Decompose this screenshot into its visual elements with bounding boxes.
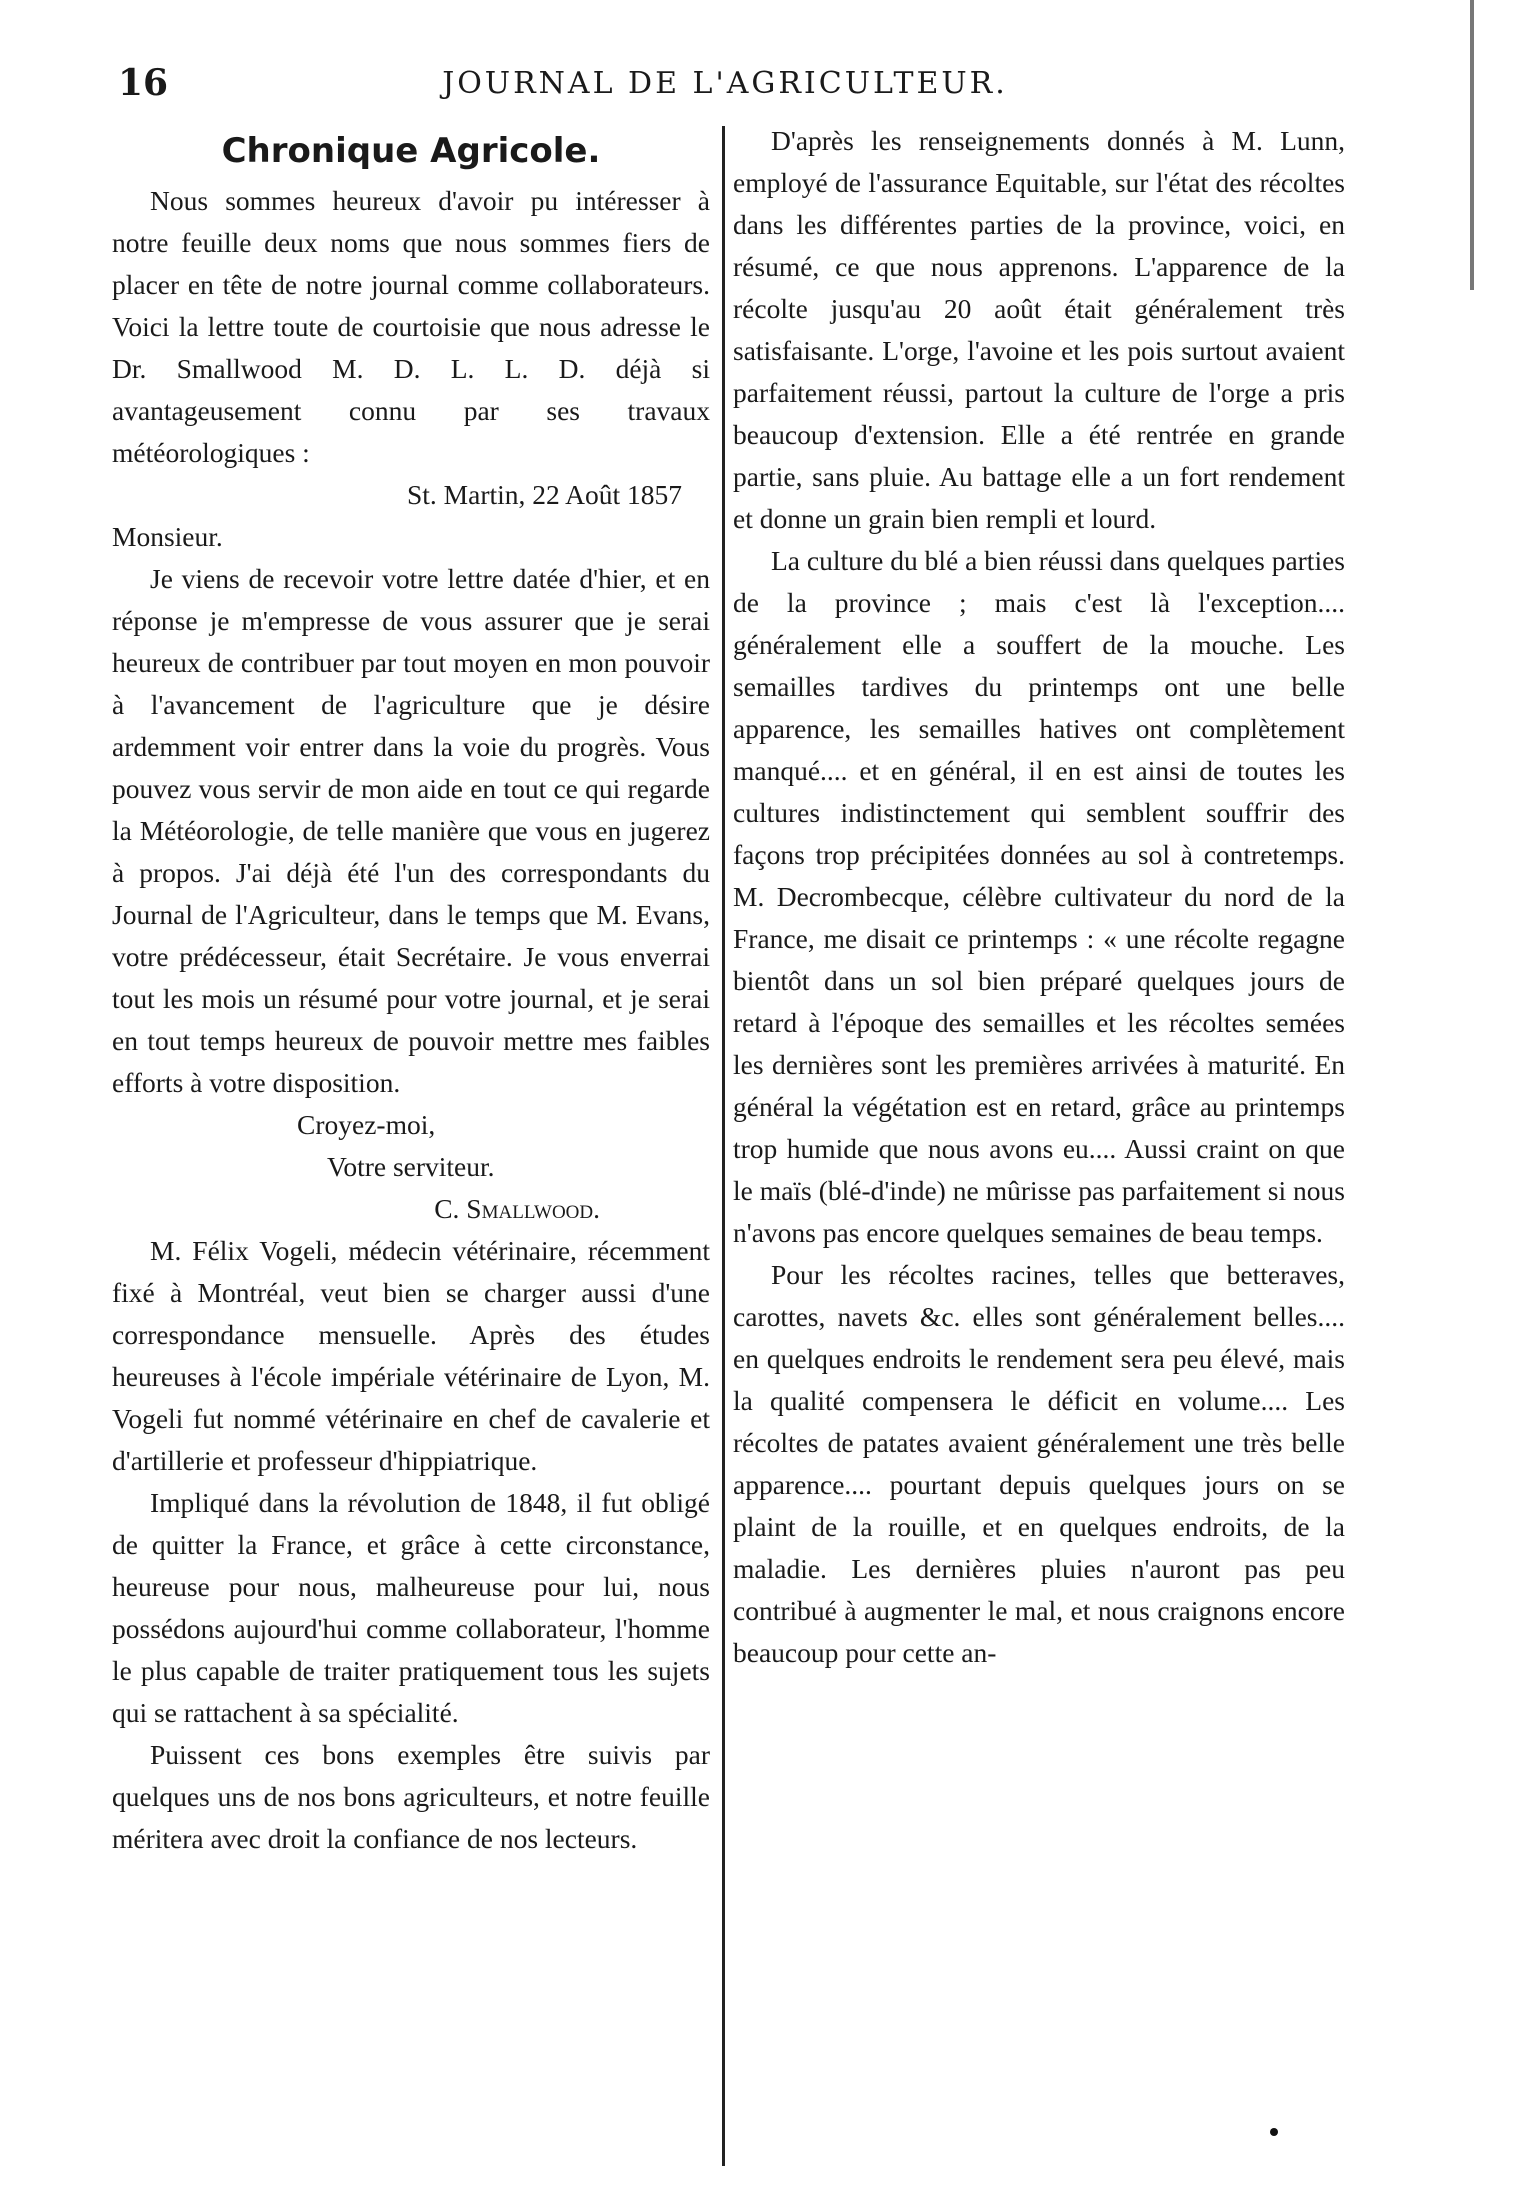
running-title: JOURNAL DE L'AGRICULTEUR. xyxy=(442,66,1008,101)
revolution-paragraph: Impliqué dans la révolution de 1848, il fut obligé de quitter la France, et grâce à cette circonstance, heureuse pour nous, malheureuse pour lui, nous possédons aujourd'hui comme collaborateur, l'homme le plus capable de traiter pratiquement tous les sujets qui se rattachent à sa spécialité. xyxy=(112,1487,710,1728)
intro-paragraph: Nous sommes heureux d'avoir pu intéresser à notre feuille deux noms que nous sommes fiers de placer en tête de notre journal comme collaborateurs. Voici la lettre toute de courtoisie que nous adresse le Dr. Smallwood M. D. L. L. D. déjà si avantageusement connu par ses travaux météorologiques : xyxy=(112,185,710,468)
letter-closing-line-1: Croyez-moi, xyxy=(297,1109,436,1140)
left-column xyxy=(112,120,710,1860)
column-divider xyxy=(722,126,725,2166)
harvest-paragraph: D'après les renseignements donnés à M. Lunn, employé de l'assurance Equitable, sur l'état des récoltes dans les différentes parties de la province, voici, en résumé, ce que nous apprenons. L'apparence de la récolte jusqu'au 20 août était généralement très satisfaisante. L'orge, l'avoine et les pois surtout avaient parfaitement réussi, partout la culture de l'orge a pris beaucoup d'extension. Elle a été rentrée en grande partie, sans pluie. Au battage elle a un fort rendement et donne un grain bien rempli et lourd. xyxy=(733,125,1345,534)
ink-speck xyxy=(1270,2128,1278,2136)
closing-paragraph: Puissent ces bons exemples être suivis par quelques uns de nos bons agriculteurs, et notre feuille méritera avec droit la confiance de nos lecteurs. xyxy=(112,1739,710,1854)
letter-signature: C. Smallwood. xyxy=(434,1193,600,1224)
root-crops-paragraph: Pour les récoltes racines, telles que betteraves, carottes, navets &c. elles sont généralement belles.... en quelques endroits le rendement sera peu élevé, mais la qualité compensera le déficit en volume.... Les récoltes de patates avaient généralement une très belle apparence.... pourtant depuis quelques jours on se plaint de la rouille, et en quelques endroits, de la maladie. Les dernières pluies n'auront pas peu contribué à augmenter le mal, et nous craignons encore beaucoup pour cette an- xyxy=(733,1259,1345,1668)
right-column xyxy=(733,120,1345,1674)
page-edge-mark xyxy=(1470,0,1474,290)
letter-body: Je viens de recevoir votre lettre datée d'hier, et en réponse je m'empresse de vous assurer que je serai heureux de contribuer par tout moyen en mon pouvoir à l'avancement de l'agriculture que je désire ardemment voir entrer dans la voie du progrès. Vous pouvez vous servir de mon aide en tout ce qui regarde la Météorologie, de telle manière que vous en jugerez à propos. J'ai déjà été l'un des correspondants du Journal de l'Agriculteur, dans le temps que M. Evans, votre prédécesseur, était Secrétaire. Je vous enverrai tout les mois un résumé pour votre journal, et je serai en tout temps heureux de pouvoir mettre mes faibles efforts à votre disposition. xyxy=(112,563,710,1098)
letter-dateline: St. Martin, 22 Août 1857 xyxy=(406,479,682,510)
article-title: Chronique Agricole. xyxy=(221,131,601,171)
wheat-paragraph: La culture du blé a bien réussi dans quelques parties de la province ; mais c'est là l'exception.... généralement elle a souffert de la mouche. Les semailles tardives du printemps ont une belle apparence, les semailles hatives ont complètement manqué.... et en général, il en est ainsi de toutes les cultures indistinctement qui semblent souffrir des façons trop précipitées données au sol à contretemps. M. Decrombecque, célèbre cultivateur du nord de la France, me disait ce printemps : « une récolte regagne bientôt dans un sol bien préparé quelques jours de retard à l'époque des semailles et les récoltes semées les dernières sont les premières arrivées à maturité. En général la végétation est en retard, grâce au printemps trop humide que nous avons eu.... Aussi craint on que le maïs (blé-d'inde) ne mûrisse pas parfaitement si nous n'avons pas encore quelques semaines de beau temps. xyxy=(733,545,1345,1248)
letter-closing-line-2: Votre serviteur. xyxy=(327,1151,495,1182)
page-header xyxy=(110,62,1340,112)
vogeli-paragraph: M. Félix Vogeli, médecin vétérinaire, récemment fixé à Montréal, veut bien se charger aussi d'une correspondance mensuelle. Après des études heureuses à l'école impériale vétérinaire de Lyon, M. Vogeli fut nommé vétérinaire en chef de cavalerie et d'artillerie et professeur d'hippiatrique. xyxy=(112,1235,710,1476)
letter-salutation: Monsieur. xyxy=(112,521,223,552)
page-number: 16 xyxy=(118,62,169,104)
